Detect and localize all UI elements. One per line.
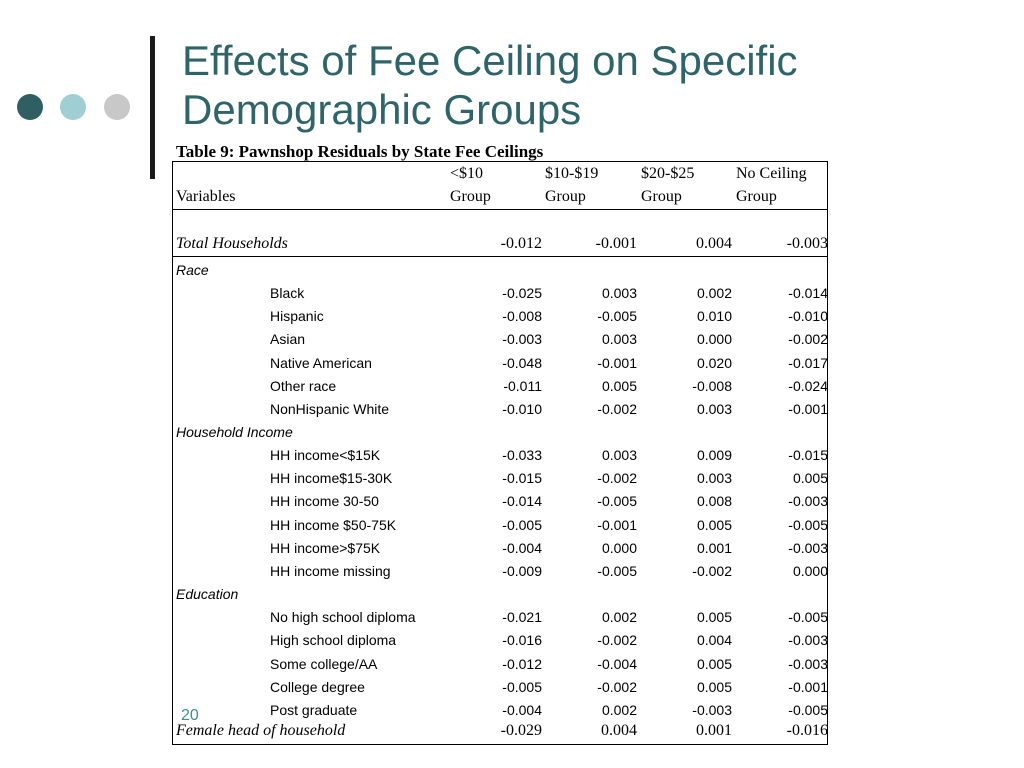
table-row-value: -0.001 [788, 679, 828, 695]
table-row-value: 0.002 [696, 285, 732, 301]
table-row-value: 0.005 [601, 378, 637, 394]
residuals-table [172, 161, 828, 745]
table-row-value: -0.010 [502, 401, 542, 417]
table-row-label: College degree [270, 679, 365, 695]
table-row-label: HH income>$75K [270, 540, 381, 556]
table-row-value: -0.025 [502, 285, 542, 301]
table-row-value: -0.005 [788, 702, 828, 718]
table-row-value: 0.005 [696, 679, 732, 695]
table-row-label: No high school diploma [270, 609, 416, 625]
section-heading: Education [176, 586, 239, 602]
table-row-value: 0.003 [601, 285, 637, 301]
female-head-value: -0.016 [786, 722, 828, 739]
table-row-value: -0.014 [502, 493, 542, 509]
total-households-value: 0.004 [696, 235, 732, 252]
table-row-value: -0.002 [597, 470, 637, 486]
table-row-value: -0.008 [502, 308, 542, 324]
slide-title-line-1: Effects of Fee Ceiling on Specific [182, 37, 798, 84]
table-row-value: -0.002 [597, 401, 637, 417]
table-row-value: 0.003 [601, 447, 637, 463]
table-row-label: High school diploma [270, 632, 397, 648]
total-households-value: -0.003 [786, 235, 828, 252]
table-row-value: -0.002 [692, 563, 732, 579]
table-row-value: 0.003 [601, 331, 637, 347]
table-row-label: Post graduate [270, 702, 358, 718]
table-row-label: HH income missing [270, 563, 391, 579]
table-row-label: HH income $50-75K [270, 517, 397, 533]
decorative-dot-gray [104, 94, 130, 120]
table-row-value: -0.003 [692, 702, 732, 718]
table-row-value: -0.003 [788, 540, 828, 556]
total-households-label: Total Households [176, 235, 288, 252]
column-header-line1: <$10 [450, 165, 484, 182]
table-row-label: HH income<$15K [270, 447, 381, 463]
table-row-value: -0.001 [788, 401, 828, 417]
header-rule [173, 209, 827, 210]
female-head-value: 0.004 [601, 722, 637, 739]
table-row-value: -0.002 [597, 679, 637, 695]
table-row-value: -0.033 [502, 447, 542, 463]
female-head-value: 0.001 [696, 722, 732, 739]
table-row-value: 0.002 [601, 609, 637, 625]
total-households-value: -0.001 [595, 235, 637, 252]
table-row-value: 0.005 [696, 656, 732, 672]
table-row-value: -0.005 [597, 563, 637, 579]
column-header-line1: No Ceiling [736, 165, 807, 182]
table-row-value: -0.004 [502, 702, 542, 718]
table-row-value: 0.000 [792, 563, 828, 579]
female-head-label: Female head of household [176, 722, 346, 739]
table-row-value: 0.009 [696, 447, 732, 463]
table-row-label: Hispanic [270, 308, 324, 324]
table-row-value: -0.024 [788, 378, 828, 394]
table-row-label: HH income$15-30K [270, 470, 393, 486]
decorative-dot-dark [17, 94, 43, 120]
table-row-value: -0.010 [788, 308, 828, 324]
table-row-value: 0.008 [696, 493, 732, 509]
table-row-value: -0.004 [502, 540, 542, 556]
table-row-value: 0.003 [696, 401, 732, 417]
table-row-label: HH income 30-50 [270, 493, 379, 509]
table-row-value: -0.004 [597, 656, 637, 672]
table-row-value: -0.021 [502, 609, 542, 625]
table-row-label: Black [270, 285, 305, 301]
table-row-value: 0.005 [792, 470, 828, 486]
table-row-value: 0.000 [696, 331, 732, 347]
section-heading: Race [176, 262, 209, 278]
table-row-value: -0.005 [788, 517, 828, 533]
slide-title-line-2: Demographic Groups [182, 86, 582, 133]
table-row-value: 0.005 [696, 517, 732, 533]
column-header-line2: Group [736, 188, 777, 205]
table-row-value: -0.016 [502, 632, 542, 648]
table-row-value: -0.003 [502, 331, 542, 347]
female-head-value: -0.029 [500, 722, 542, 739]
table-row-value: -0.003 [788, 493, 828, 509]
table-row-value: 0.010 [696, 308, 732, 324]
table-row-value: 0.020 [696, 355, 732, 371]
table-row-value: -0.011 [503, 378, 542, 394]
table-row-value: -0.015 [502, 470, 542, 486]
table-row-value: -0.009 [502, 563, 542, 579]
table-row-value: 0.004 [696, 632, 732, 648]
table-row-value: -0.003 [788, 656, 828, 672]
table-row-value: 0.001 [696, 540, 732, 556]
column-header-line2: Group [641, 188, 682, 205]
table-row-value: -0.017 [788, 355, 828, 371]
table-caption: Table 9: Pawnshop Residuals by State Fee Ceilings [176, 142, 544, 161]
table-row-value: -0.005 [597, 308, 637, 324]
table-row-label: Other race [270, 378, 337, 394]
table-row-value: 0.003 [696, 470, 732, 486]
table-row-value: -0.005 [597, 493, 637, 509]
variables-header: Variables [176, 188, 236, 205]
column-header-line1: $10-$19 [545, 165, 599, 182]
column-header-line1: $20-$25 [641, 165, 695, 182]
table-row-value: -0.001 [597, 517, 637, 533]
table-row-value: -0.003 [788, 632, 828, 648]
title-divider-bar [150, 36, 155, 179]
column-header-line2: Group [450, 188, 491, 205]
table-row-value: -0.015 [788, 447, 828, 463]
slide-title [182, 36, 982, 134]
table-row-value: -0.005 [502, 517, 542, 533]
table-row-label: Some college/AA [270, 656, 378, 672]
table-row-label: NonHispanic White [270, 401, 390, 417]
page-number: 20 [181, 707, 199, 724]
table-row-value: 0.000 [601, 540, 637, 556]
table-row-value: -0.002 [597, 632, 637, 648]
table-row-value: -0.002 [788, 331, 828, 347]
section-heading: Household Income [176, 424, 293, 440]
table-row-value: 0.005 [696, 609, 732, 625]
table-row-label: Native American [270, 355, 372, 371]
table-row-value: -0.008 [692, 378, 732, 394]
table-row-value: -0.005 [502, 679, 542, 695]
table-row-value: -0.012 [502, 656, 542, 672]
total-rule [173, 256, 827, 257]
column-header-line2: Group [545, 188, 586, 205]
table-row-value: -0.001 [597, 355, 637, 371]
table-row-value: 0.002 [601, 702, 637, 718]
decorative-dot-light [60, 94, 86, 120]
table-row-label: Asian [270, 331, 306, 347]
table-row-value: -0.048 [502, 355, 542, 371]
table-row-value: -0.005 [788, 609, 828, 625]
total-households-value: -0.012 [500, 235, 542, 252]
table-row-value: -0.014 [788, 285, 828, 301]
